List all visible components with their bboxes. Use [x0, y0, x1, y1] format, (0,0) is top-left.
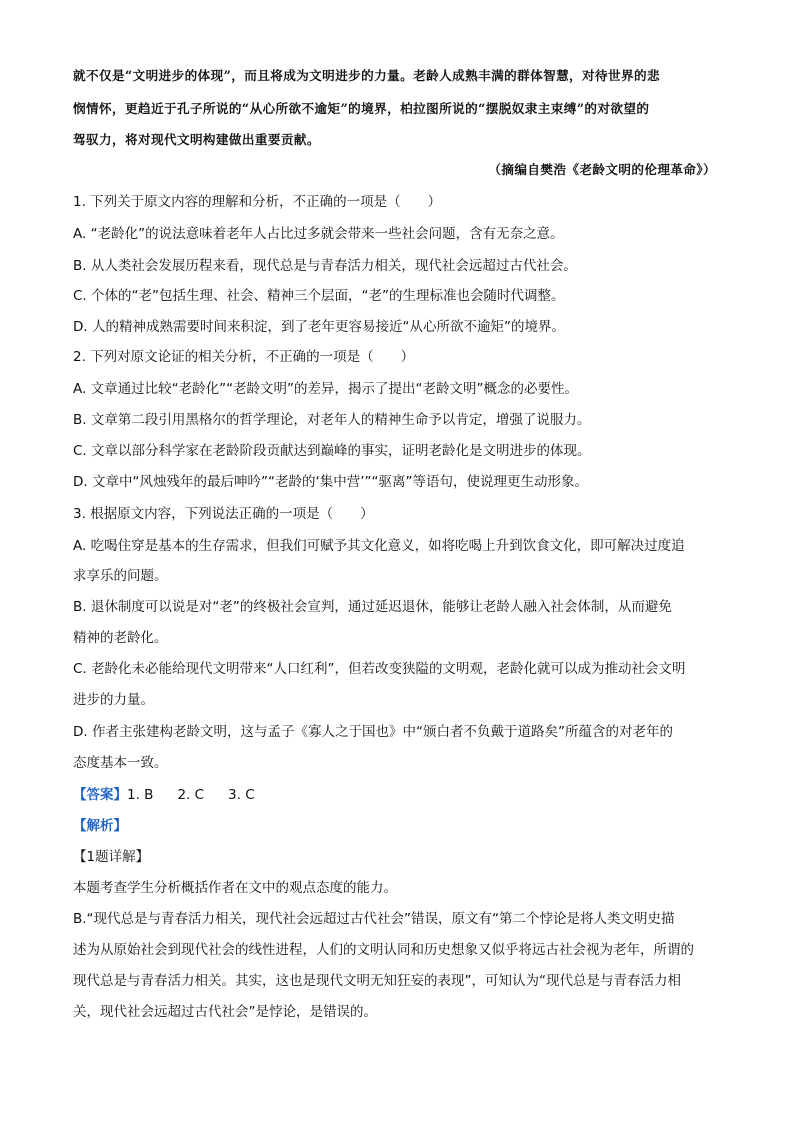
analysis-line-1: B.“现代总是与青春活力相关，现代社会远超过古代社会”错误，原文有“第二个悖论是将人类文明史描	[73, 911, 675, 927]
q3-option-a-line1: A. 吃喝住穿是基本的生存需求，但我们可赋予其文化意义，如将吃喝上升到饮食文化，即可解决过度追	[73, 538, 685, 554]
passage-source: （摘编自樊浩《老龄文明的伦理革命》）	[488, 162, 716, 177]
answer-row	[73, 785, 255, 805]
answer-label: 【答案】	[73, 787, 127, 803]
passage-line-1: 就不仅是“文明进步的体现”，而且将成为文明进步的力量。老龄人成熟丰满的群体智慧，对待世界的悲	[73, 68, 661, 83]
q3-option-c-line1: C. 老龄化未必能给现代文明带来“人口红利”，但若改变狭隘的文明观，老龄化就可以成为推动社会文明	[73, 661, 686, 677]
q3-stem: 3. 根据原文内容，下列说法正确的一项是（ ）	[73, 506, 374, 522]
q2-option-a: A. 文章通过比较“老龄化”“老龄文明”的差异，揭示了提出“老龄文明”概念的必要性。	[73, 381, 579, 397]
q1-stem: 1. 下列关于原文内容的理解和分析，不正确的一项是（ ）	[73, 194, 442, 210]
passage-line-3: 驾驭力，将对现代文明构建做出重要贡献。	[73, 132, 320, 147]
q2-option-b: B. 文章第二段引用黑格尔的哲学理论，对老年人的精神生命予以肯定，增强了说服力。	[73, 412, 591, 428]
q3-option-b-line1: B. 退休制度可以说是对“老”的终极社会宣判，通过延迟退休，能够让老龄人融入社会体制，从而避免	[73, 599, 672, 615]
q2-option-d: D. 文章中“风烛残年的最后呻吟”“老龄的‘集中营’”“驱离”等语句，使说理更生动形象。	[73, 474, 589, 490]
q2-stem: 2. 下列对原文论证的相关分析，不正确的一项是（ ）	[73, 349, 415, 365]
q1-detail-heading: 【1题详解】	[73, 849, 150, 865]
q3-option-d-line2: 态度基本一致。	[73, 755, 168, 771]
q1-option-a: A. “老龄化”的说法意味着老年人占比过多就会带来一些社会问题，含有无奈之意。	[73, 226, 564, 242]
q3-option-c-line2: 进步的力量。	[73, 692, 154, 708]
q2-option-c: C. 文章以部分科学家在老龄阶段贡献达到巅峰的事实，证明老龄化是文明进步的体现。	[73, 443, 591, 459]
q3-option-d-line1: D. 作者主张建构老龄文明，这与孟子《寡人之于国也》中“颁白者不负戴于道路矣”所蕴含的对老年的	[73, 724, 673, 740]
analysis-line-4: 关，现代社会远超过古代社会”是悖论，是错误的。	[73, 1004, 377, 1020]
q1-option-c: C. 个体的“老”包括生理、社会、精神三个层面，“老”的生理标准也会随时代调整。	[73, 288, 565, 304]
answer-item: 3. C	[228, 787, 255, 803]
q3-option-a-line2: 求享乐的问题。	[73, 568, 168, 584]
q3-option-b-line2: 精神的老龄化。	[73, 630, 168, 646]
analysis-label: 【解析】	[73, 818, 127, 834]
answer-item: 1. B	[127, 787, 154, 803]
answer-item: 2. C	[177, 787, 205, 803]
analysis-intro: 本题考查学生分析概括作者在文中的观点态度的能力。	[73, 880, 397, 896]
analysis-line-2: 述为从原始社会到现代社会的线性进程，人们的文明认同和历史想象又似乎将远古社会视为老年，所谓的	[73, 942, 694, 958]
q1-option-d: D. 人的精神成熟需要时间来积淀，到了老年更容易接近“从心所欲不逾矩”的境界。	[73, 319, 565, 335]
passage-line-2: 悯情怀，更趋近于孔子所说的“从心所欲不逾矩”的境界，柏拉图所说的“摆脱奴隶主束缚”的对欲望的	[73, 101, 650, 116]
q1-option-b: B. 从人类社会发展历程来看，现代总是与青春活力相关，现代社会远超过古代社会。	[73, 258, 577, 274]
analysis-line-3: 现代总是与青春活力相关。其实，这也是现代文明无知狂妄的表现”，可知认为“现代总是与青春活力相	[73, 973, 681, 989]
